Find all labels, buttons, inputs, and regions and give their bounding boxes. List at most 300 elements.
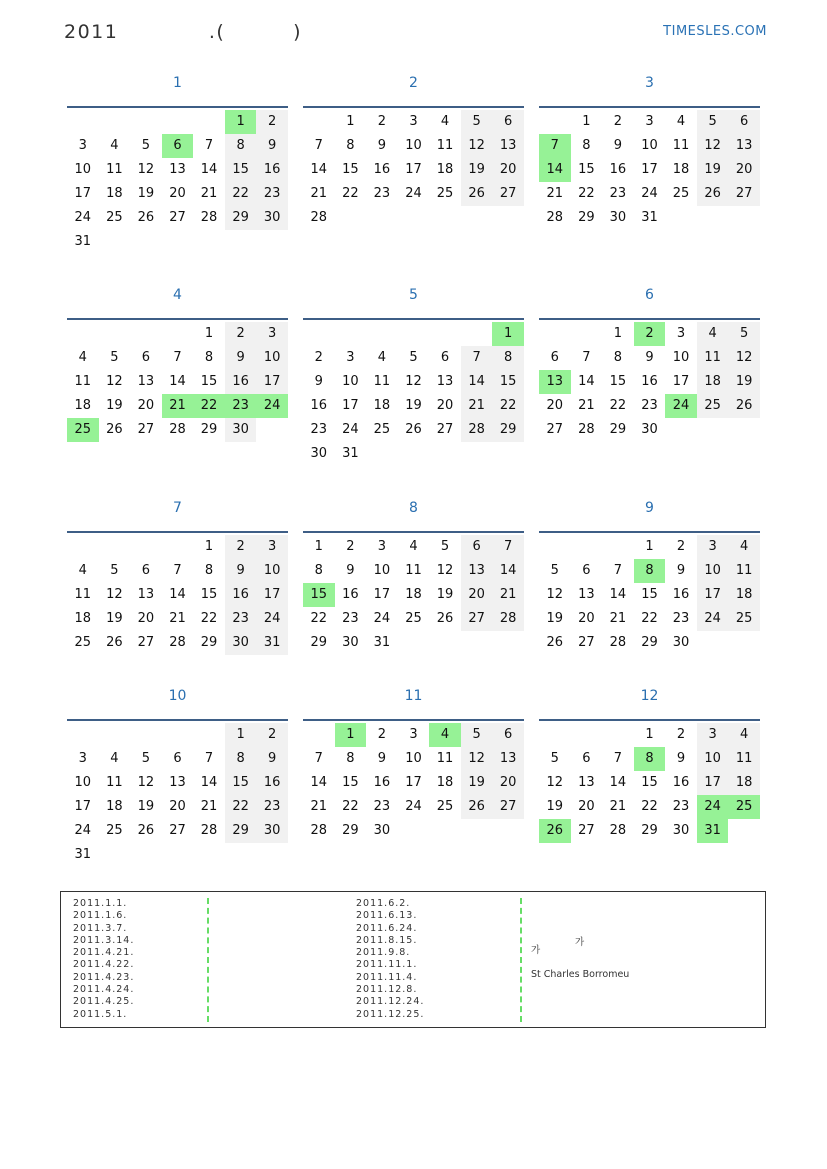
day-cell[interactable]: 17 [74,799,92,814]
day-cell[interactable]: 28 [169,422,186,437]
day-cell[interactable]: 10 [74,775,92,790]
day-cell[interactable]: 5 [461,723,493,747]
day-cell[interactable]: 21 [546,186,564,201]
day-cell[interactable]: 11 [74,587,92,602]
day-cell[interactable]: 6 [440,350,450,365]
day-cell[interactable]: 12 [137,775,155,790]
day-cell[interactable]: 25 [672,186,690,201]
day-cell[interactable]: 22 [310,611,328,626]
day-cell[interactable]: 25 [74,635,92,650]
day-cell[interactable]: 25 [106,210,123,225]
day-cell[interactable]: 25 [405,611,422,626]
day-cell[interactable]: 24 [373,611,391,626]
day-cell[interactable]: 7 [492,535,524,559]
day-cell[interactable]: 26 [137,210,155,225]
day-cell[interactable]: 14 [310,162,328,177]
day-cell[interactable]: 21 [310,799,328,814]
day-cell[interactable]: 26 [728,394,760,418]
day-cell[interactable]: 13 [578,587,595,602]
day-cell[interactable]: 29 [492,418,524,442]
day-cell[interactable]: 3 [256,322,288,346]
day-cell[interactable]: 15 [641,587,658,602]
day-cell[interactable]: 1 [645,727,654,742]
day-cell[interactable]: 26 [461,795,493,819]
day-cell[interactable]: 29 [310,635,328,650]
day-cell[interactable]: 7 [613,751,623,766]
day-cell[interactable]: 9 [256,747,288,771]
day-cell[interactable]: 20 [461,583,493,607]
day-cell[interactable]: 27 [546,422,564,437]
day-cell[interactable]: 8 [346,138,355,153]
day-cell[interactable]: 12 [728,346,760,370]
day-cell[interactable]: 19 [461,771,493,795]
day-cell[interactable]: 19 [697,158,729,182]
day-cell[interactable]: 29 [578,210,595,225]
day-cell[interactable]: 4 [409,539,418,554]
day-cell[interactable]: 16 [342,587,359,602]
day-cell[interactable]: 25 [436,186,454,201]
day-cell[interactable]: 6 [582,751,591,766]
day-cell[interactable]: 20 [169,799,186,814]
day-cell[interactable]: 11 [405,563,422,578]
day-cell[interactable]: 11 [106,775,123,790]
day-cell[interactable]: 20 [578,799,595,814]
day-cell[interactable]: 2 [225,535,257,559]
day-cell[interactable]: 16 [609,162,627,177]
day-cell[interactable]: 26 [436,611,454,626]
day-cell[interactable]: 30 [342,635,359,650]
day-cell[interactable]: 16 [672,775,690,790]
day-cell[interactable]: 6 [492,723,524,747]
day-cell[interactable]: 27 [137,422,155,437]
day-cell[interactable]: 8 [634,559,666,583]
day-cell[interactable]: 6 [728,110,760,134]
day-cell[interactable]: 21 [578,398,595,413]
day-cell[interactable]: 20 [578,611,595,626]
day-cell[interactable]: 22 [200,611,218,626]
day-cell[interactable]: 1 [225,110,257,134]
day-cell[interactable]: 23 [609,186,627,201]
day-cell[interactable]: 31 [373,635,391,650]
day-cell[interactable]: 5 [110,350,119,365]
day-cell[interactable]: 5 [550,751,559,766]
day-cell[interactable]: 20 [436,398,454,413]
day-cell[interactable]: 21 [162,394,194,418]
day-cell[interactable]: 18 [436,775,454,790]
day-cell[interactable]: 16 [225,583,257,607]
day-cell[interactable]: 25 [106,823,123,838]
day-cell[interactable]: 28 [546,210,564,225]
day-cell[interactable]: 4 [728,535,760,559]
day-cell[interactable]: 25 [67,418,99,442]
day-cell[interactable]: 30 [672,635,690,650]
day-cell[interactable]: 7 [314,138,323,153]
day-cell[interactable]: 10 [74,162,92,177]
day-cell[interactable]: 31 [74,847,92,862]
day-cell[interactable]: 23 [672,799,690,814]
day-cell[interactable]: 23 [225,607,257,631]
day-cell[interactable]: 27 [578,823,595,838]
day-cell[interactable]: 6 [141,563,151,578]
day-cell[interactable]: 20 [137,611,155,626]
day-cell[interactable]: 22 [641,799,658,814]
day-cell[interactable]: 4 [676,114,686,129]
day-cell[interactable]: 24 [665,394,697,418]
day-cell[interactable]: 11 [436,138,454,153]
day-cell[interactable]: 8 [346,751,355,766]
day-cell[interactable]: 20 [728,158,760,182]
day-cell[interactable]: 29 [200,422,218,437]
day-cell[interactable]: 11 [672,138,690,153]
day-cell[interactable]: 11 [728,747,760,771]
day-cell[interactable]: 6 [173,751,182,766]
site-logo[interactable]: TIMESLES.COM [663,24,767,39]
day-cell[interactable]: 31 [342,446,359,461]
day-cell[interactable]: 1 [582,114,591,129]
day-cell[interactable]: 10 [405,751,422,766]
day-cell[interactable]: 19 [546,799,564,814]
day-cell[interactable]: 27 [728,182,760,206]
day-cell[interactable]: 9 [676,563,686,578]
day-cell[interactable]: 12 [546,775,564,790]
day-cell[interactable]: 6 [492,110,524,134]
day-cell[interactable]: 27 [492,795,524,819]
day-cell[interactable]: 18 [436,162,454,177]
day-cell[interactable]: 27 [578,635,595,650]
day-cell[interactable]: 17 [342,398,359,413]
day-cell[interactable]: 16 [373,162,391,177]
day-cell[interactable]: 28 [310,823,328,838]
day-cell[interactable]: 6 [550,350,559,365]
day-cell[interactable]: 15 [641,775,658,790]
day-cell[interactable]: 21 [200,186,218,201]
day-cell[interactable]: 1 [492,322,524,346]
day-cell[interactable]: 20 [492,158,524,182]
day-cell[interactable]: 2 [676,727,686,742]
day-cell[interactable]: 27 [169,210,186,225]
day-cell[interactable]: 23 [641,398,658,413]
day-cell[interactable]: 24 [697,795,729,819]
day-cell[interactable]: 4 [78,563,87,578]
day-cell[interactable]: 25 [436,799,454,814]
day-cell[interactable]: 24 [641,186,658,201]
day-cell[interactable]: 28 [578,422,595,437]
day-cell[interactable]: 23 [225,394,257,418]
day-cell[interactable]: 21 [200,799,218,814]
day-cell[interactable]: 14 [169,374,186,389]
day-cell[interactable]: 25 [728,607,760,631]
day-cell[interactable]: 3 [78,751,87,766]
day-cell[interactable]: 4 [110,751,119,766]
day-cell[interactable]: 24 [405,799,422,814]
day-cell[interactable]: 3 [346,350,355,365]
day-cell[interactable]: 12 [405,374,422,389]
day-cell[interactable]: 10 [256,346,288,370]
day-cell[interactable]: 12 [461,747,493,771]
day-cell[interactable]: 29 [200,635,218,650]
day-cell[interactable]: 19 [436,587,454,602]
day-cell[interactable]: 7 [461,346,493,370]
day-cell[interactable]: 10 [405,138,422,153]
day-cell[interactable]: 3 [645,114,654,129]
day-cell[interactable]: 23 [672,611,690,626]
day-cell[interactable]: 4 [429,723,461,747]
day-cell[interactable]: 22 [342,799,359,814]
day-cell[interactable]: 19 [461,158,493,182]
day-cell[interactable]: 1 [204,539,214,554]
day-cell[interactable]: 26 [405,422,422,437]
day-cell[interactable]: 15 [342,162,359,177]
day-cell[interactable]: 5 [440,539,450,554]
day-cell[interactable]: 18 [672,162,690,177]
day-cell[interactable]: 18 [728,771,760,795]
day-cell[interactable]: 19 [106,398,123,413]
day-cell[interactable]: 14 [609,775,627,790]
day-cell[interactable]: 9 [377,138,387,153]
day-cell[interactable]: 30 [310,446,328,461]
day-cell[interactable]: 9 [645,350,654,365]
day-cell[interactable]: 17 [256,583,288,607]
day-cell[interactable]: 5 [141,138,151,153]
day-cell[interactable]: 27 [492,182,524,206]
day-cell[interactable]: 21 [609,799,627,814]
day-cell[interactable]: 29 [609,422,627,437]
day-cell[interactable]: 8 [613,350,623,365]
day-cell[interactable]: 5 [728,322,760,346]
day-cell[interactable]: 27 [461,607,493,631]
day-cell[interactable]: 20 [137,398,155,413]
day-cell[interactable]: 22 [641,611,658,626]
day-cell[interactable]: 2 [225,322,257,346]
day-cell[interactable]: 30 [256,206,288,230]
day-cell[interactable]: 2 [676,539,686,554]
day-cell[interactable]: 18 [373,398,391,413]
day-cell[interactable]: 7 [613,563,623,578]
day-cell[interactable]: 31 [256,631,288,655]
day-cell[interactable]: 31 [697,819,729,843]
day-cell[interactable]: 1 [613,326,623,341]
day-cell[interactable]: 5 [409,350,418,365]
day-cell[interactable]: 3 [256,535,288,559]
day-cell[interactable]: 8 [582,138,591,153]
day-cell[interactable]: 15 [492,370,524,394]
day-cell[interactable]: 14 [578,374,595,389]
day-cell[interactable]: 6 [141,350,151,365]
day-cell[interactable]: 14 [609,587,627,602]
day-cell[interactable]: 8 [204,563,214,578]
day-cell[interactable]: 28 [169,635,186,650]
day-cell[interactable]: 12 [546,587,564,602]
day-cell[interactable]: 17 [256,370,288,394]
day-cell[interactable]: 18 [74,611,92,626]
day-cell[interactable]: 22 [609,398,627,413]
day-cell[interactable]: 8 [225,747,257,771]
day-cell[interactable]: 24 [342,422,359,437]
day-cell[interactable]: 13 [169,162,186,177]
day-cell[interactable]: 21 [310,186,328,201]
day-cell[interactable]: 16 [672,587,690,602]
day-cell[interactable]: 17 [697,583,729,607]
day-cell[interactable]: 28 [609,823,627,838]
day-cell[interactable]: 13 [539,370,571,394]
day-cell[interactable]: 12 [137,162,155,177]
day-cell[interactable]: 25 [697,394,729,418]
day-cell[interactable]: 13 [578,775,595,790]
day-cell[interactable]: 23 [256,795,288,819]
day-cell[interactable]: 17 [405,162,422,177]
day-cell[interactable]: 13 [728,134,760,158]
day-cell[interactable]: 26 [106,635,123,650]
day-cell[interactable]: 14 [492,559,524,583]
day-cell[interactable]: 10 [256,559,288,583]
day-cell[interactable]: 28 [461,418,493,442]
day-cell[interactable]: 20 [546,398,564,413]
day-cell[interactable]: 19 [137,799,155,814]
day-cell[interactable]: 5 [697,110,729,134]
day-cell[interactable]: 15 [342,775,359,790]
day-cell[interactable]: 30 [373,823,391,838]
day-cell[interactable]: 9 [346,563,355,578]
day-cell[interactable]: 21 [461,394,493,418]
day-cell[interactable]: 18 [106,799,123,814]
day-cell[interactable]: 19 [106,611,123,626]
day-cell[interactable]: 23 [373,186,391,201]
day-cell[interactable]: 7 [204,138,214,153]
day-cell[interactable]: 14 [539,158,571,182]
day-cell[interactable]: 27 [169,823,186,838]
day-cell[interactable]: 8 [314,563,323,578]
day-cell[interactable]: 1 [645,539,654,554]
day-cell[interactable]: 19 [137,186,155,201]
day-cell[interactable]: 13 [436,374,454,389]
day-cell[interactable]: 4 [78,350,87,365]
day-cell[interactable]: 7 [204,751,214,766]
day-cell[interactable]: 14 [200,775,218,790]
day-cell[interactable]: 16 [310,398,328,413]
day-cell[interactable]: 8 [204,350,214,365]
day-cell[interactable]: 7 [539,134,571,158]
day-cell[interactable]: 1 [225,723,257,747]
day-cell[interactable]: 14 [200,162,218,177]
day-cell[interactable]: 7 [173,563,182,578]
day-cell[interactable]: 23 [256,182,288,206]
day-cell[interactable]: 2 [377,114,387,129]
day-cell[interactable]: 5 [141,751,151,766]
day-cell[interactable]: 26 [106,422,123,437]
day-cell[interactable]: 24 [256,607,288,631]
day-cell[interactable]: 22 [578,186,595,201]
day-cell[interactable]: 20 [492,771,524,795]
day-cell[interactable]: 23 [373,799,391,814]
day-cell[interactable]: 20 [169,186,186,201]
day-cell[interactable]: 12 [461,134,493,158]
day-cell[interactable]: 11 [436,751,454,766]
day-cell[interactable]: 28 [492,607,524,631]
day-cell[interactable]: 12 [106,587,123,602]
day-cell[interactable]: 18 [697,370,729,394]
day-cell[interactable]: 8 [225,134,257,158]
day-cell[interactable]: 18 [405,587,422,602]
day-cell[interactable]: 17 [697,771,729,795]
day-cell[interactable]: 30 [641,422,658,437]
day-cell[interactable]: 9 [225,559,257,583]
day-cell[interactable]: 15 [200,587,218,602]
day-cell[interactable]: 26 [137,823,155,838]
day-cell[interactable]: 14 [169,587,186,602]
day-cell[interactable]: 1 [314,539,323,554]
day-cell[interactable]: 30 [672,823,690,838]
day-cell[interactable]: 11 [106,162,123,177]
day-cell[interactable]: 9 [676,751,686,766]
day-cell[interactable]: 30 [225,631,257,655]
day-cell[interactable]: 11 [74,374,92,389]
day-cell[interactable]: 8 [492,346,524,370]
day-cell[interactable]: 29 [225,819,257,843]
day-cell[interactable]: 22 [342,186,359,201]
day-cell[interactable]: 10 [342,374,359,389]
day-cell[interactable]: 9 [377,751,387,766]
day-cell[interactable]: 24 [74,823,92,838]
day-cell[interactable]: 12 [697,134,729,158]
day-cell[interactable]: 15 [225,158,257,182]
day-cell[interactable]: 29 [641,823,658,838]
day-cell[interactable]: 9 [613,138,623,153]
day-cell[interactable]: 25 [728,795,760,819]
day-cell[interactable]: 21 [609,611,627,626]
day-cell[interactable]: 7 [582,350,591,365]
day-cell[interactable]: 22 [193,394,225,418]
day-cell[interactable]: 19 [405,398,422,413]
day-cell[interactable]: 3 [409,727,418,742]
day-cell[interactable]: 4 [728,723,760,747]
day-cell[interactable]: 15 [200,374,218,389]
day-cell[interactable]: 2 [377,727,387,742]
day-cell[interactable]: 15 [609,374,627,389]
day-cell[interactable]: 23 [342,611,359,626]
day-cell[interactable]: 28 [609,635,627,650]
day-cell[interactable]: 15 [225,771,257,795]
day-cell[interactable]: 6 [582,563,591,578]
day-cell[interactable]: 11 [697,346,729,370]
day-cell[interactable]: 3 [676,326,686,341]
day-cell[interactable]: 24 [256,394,288,418]
day-cell[interactable]: 10 [373,563,391,578]
day-cell[interactable]: 28 [200,210,218,225]
day-cell[interactable]: 10 [697,559,729,583]
day-cell[interactable]: 2 [613,114,623,129]
day-cell[interactable]: 19 [546,611,564,626]
day-cell[interactable]: 9 [256,134,288,158]
day-cell[interactable]: 26 [461,182,493,206]
day-cell[interactable]: 4 [440,114,450,129]
day-cell[interactable]: 12 [106,374,123,389]
day-cell[interactable]: 9 [314,374,323,389]
day-cell[interactable]: 10 [672,350,690,365]
day-cell[interactable]: 30 [256,819,288,843]
day-cell[interactable]: 13 [137,587,155,602]
day-cell[interactable]: 3 [78,138,87,153]
day-cell[interactable]: 7 [314,751,323,766]
day-cell[interactable]: 17 [405,775,422,790]
day-cell[interactable]: 17 [74,186,92,201]
day-cell[interactable]: 16 [373,775,391,790]
day-cell[interactable]: 28 [200,823,218,838]
day-cell[interactable]: 2 [314,350,323,365]
day-cell[interactable]: 10 [697,747,729,771]
day-cell[interactable]: 24 [74,210,92,225]
day-cell[interactable]: 18 [728,583,760,607]
day-cell[interactable]: 3 [377,539,387,554]
